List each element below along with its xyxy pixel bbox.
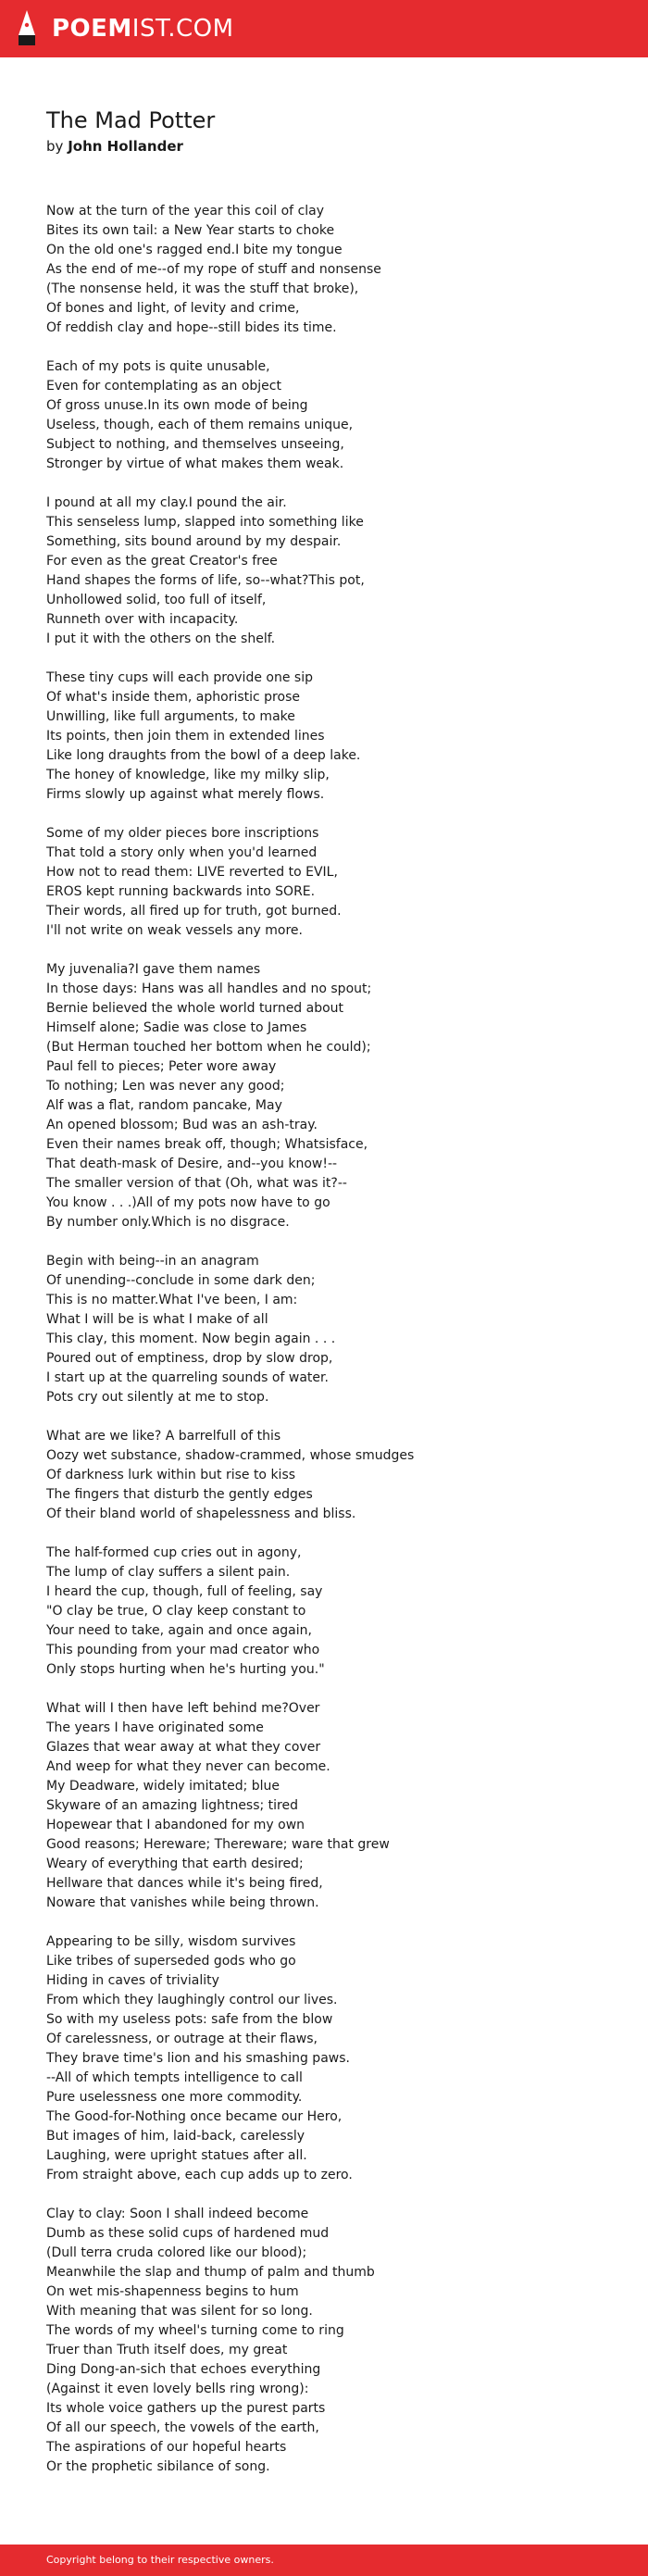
poem-line: In those days: Hans was all handles and no spout; xyxy=(46,982,372,996)
poem-line: Pure uselessness one more commodity. xyxy=(46,2090,303,2105)
poem-line: (But Herman touched her bottom when he could); xyxy=(46,1040,371,1055)
poem-line: Some of my older pieces bore inscriptions xyxy=(46,826,319,841)
poem-stanza xyxy=(46,1544,620,1680)
poem-line: Of gross unuse.In its own mode of being xyxy=(46,398,308,413)
poem-line: Good reasons; Hereware; Thereware; ware that grew xyxy=(46,1837,390,1852)
poem-line: Even their names break off, though; Whatsisface, xyxy=(46,1137,368,1152)
poem-line: But images of him, laid-back, carelessly xyxy=(46,2129,305,2144)
poem-line: Bernie believed the whole world turned about xyxy=(46,1001,344,1016)
poem-line: And weep for what they never can become. xyxy=(46,1759,330,1774)
poem-line: Alf was a flat, random pancake, May xyxy=(46,1098,282,1113)
author-name[interactable]: John Hollander xyxy=(68,138,183,155)
poem-line: That death-mask of Desire, and--you know!-- xyxy=(46,1157,338,1171)
poem-line: Of carelessness, or outrage at their flaws, xyxy=(46,2032,318,2046)
poem-line: Even for contemplating as an object xyxy=(46,379,281,394)
poem-line: An opened blossom; Bud was an ash-tray. xyxy=(46,1118,318,1132)
poem-line: As the end of me--of my rope of stuff and nonsense xyxy=(46,262,381,277)
poem-line: How not to read them: LIVE reverted to EVIL, xyxy=(46,865,338,880)
poem-line: Meanwhile the slap and thump of palm and thumb xyxy=(46,2265,375,2280)
poem-line: This clay, this moment. Now begin again . . . xyxy=(46,1332,336,1346)
by-label: by xyxy=(46,138,64,155)
poem-line: I pound at all my clay.I pound the air. xyxy=(46,495,287,510)
poem-line: My juvenalia?I gave them names xyxy=(46,962,261,977)
poem-line: Skyware of an amazing lightness; tired xyxy=(46,1798,299,1813)
poem-line: The words of my wheel's turning come to ring xyxy=(46,2323,344,2338)
poem-line: My Deadware, widely imitated; blue xyxy=(46,1779,280,1794)
poem-line: Oozy wet substance, shadow-crammed, whose smudges xyxy=(46,1448,415,1463)
poem-line: The fingers that disturb the gently edges xyxy=(46,1487,313,1502)
poem-line: EROS kept running backwards into SORE. xyxy=(46,884,316,899)
poem-line: Hand shapes the forms of life, so--what?This pot, xyxy=(46,573,365,588)
poem-line: Its whole voice gathers up the purest parts xyxy=(46,2401,326,2416)
poem-stanza xyxy=(46,1252,620,1407)
poem-line: So with my useless pots: safe from the blow xyxy=(46,2012,333,2027)
poem-line: Runneth over with incapacity. xyxy=(46,612,239,627)
poem-stanza xyxy=(46,1427,620,1524)
poem-line: Unhollowed solid, too full of itself, xyxy=(46,593,267,607)
poem-line: Something, sits bound around by my despair. xyxy=(46,534,342,549)
poem-line: For even as the great Creator's free xyxy=(46,554,278,569)
poem-line: Like long draughts from the bowl of a deep lake. xyxy=(46,748,361,763)
site-footer xyxy=(0,2545,648,2576)
poem-line: Pots cry out silently at me to stop. xyxy=(46,1390,269,1405)
poem-line: The years I have originated some xyxy=(46,1720,264,1735)
poem-line: On the old one's ragged end.I bite my tongue xyxy=(46,243,343,257)
poem-title: The Mad Potter xyxy=(46,107,216,133)
poem-line: Truer than Truth itself does, my great xyxy=(46,2343,288,2357)
logo-light-text: IST.COM xyxy=(131,15,234,43)
poem-line: By number only.Which is no disgrace. xyxy=(46,1215,290,1230)
site-logo[interactable] xyxy=(52,13,234,44)
poem-line: Glazes that wear away at what they cover xyxy=(46,1740,321,1755)
poem-body xyxy=(46,202,620,2496)
poem-line: Poured out of emptiness, drop by slow drop, xyxy=(46,1351,333,1366)
poem-line: These tiny cups will each provide one sip xyxy=(46,670,313,685)
poem-line: Only stops hurting when he's hurting you." xyxy=(46,1662,325,1677)
poem-line: (Against it even lovely bells ring wrong): xyxy=(46,2382,309,2396)
copyright-text: Copyright belong to their respective owners. xyxy=(46,2554,274,2566)
poem-line: Noware that vanishes while being thrown. xyxy=(46,1895,319,1910)
poem-line: I put it with the others on the shelf. xyxy=(46,631,276,646)
poem-line: Firms slowly up against what merely flows. xyxy=(46,787,325,802)
poem-line: From straight above, each cup adds up to zero. xyxy=(46,2168,353,2182)
poem-line: Hiding in caves of triviality xyxy=(46,1973,219,1988)
poem-line: You know . . .)All of my pots now have to go xyxy=(46,1195,330,1210)
poem-stanza xyxy=(46,960,620,1232)
poem-line: Like tribes of superseded gods who go xyxy=(46,1954,296,1969)
poem-line: Weary of everything that earth desired; xyxy=(46,1857,304,1871)
poem-line: Of all our speech, the vowels of the earth, xyxy=(46,2420,319,2435)
poem-line: This is no matter.What I've been, I am: xyxy=(46,1293,298,1307)
poem-line: They brave time's lion and his smashing paws. xyxy=(46,2051,350,2066)
poem-line: The honey of knowledge, like my milky slip, xyxy=(46,768,330,782)
poem-line: This pounding from your mad creator who xyxy=(46,1643,320,1657)
byline xyxy=(46,137,183,156)
poem-line: Dumb as these solid cups of hardened mud xyxy=(46,2226,330,2241)
poem-line: I'll not write on weak vessels any more. xyxy=(46,923,303,938)
poem-line: The lump of clay suffers a silent pain. xyxy=(46,1565,291,1580)
pen-nib-logo-icon[interactable] xyxy=(17,9,37,46)
poem-line: Your need to take, again and once again, xyxy=(46,1623,312,1638)
poem-line: Bites its own tail: a New Year starts to choke xyxy=(46,223,335,238)
logo-bold-text: POEM xyxy=(52,15,132,43)
poem-line: On wet mis-shapenness begins to hum xyxy=(46,2284,299,2299)
poem-line: Paul fell to pieces; Peter wore away xyxy=(46,1059,277,1074)
poem-stanza xyxy=(46,824,620,941)
poem-line: Appearing to be silly, wisdom survives xyxy=(46,1934,296,1949)
poem-stanza xyxy=(46,2205,620,2477)
poem-stanza xyxy=(46,669,620,805)
poem-line: Of bones and light, of levity and crime, xyxy=(46,301,300,316)
poem-line: What I will be is what I make of all xyxy=(46,1312,268,1327)
poem-line: (Dull terra cruda colored like our blood); xyxy=(46,2245,307,2260)
poem-line: Ding Dong-an-sich that echoes everything xyxy=(46,2362,321,2377)
poem-line: Laughing, were upright statues after all. xyxy=(46,2148,307,2163)
poem-line: To nothing; Len was never any good; xyxy=(46,1079,285,1094)
poem-line: What will I then have left behind me?Over xyxy=(46,1701,320,1716)
poem-stanza xyxy=(46,202,620,338)
poem-line: The aspirations of our hopeful hearts xyxy=(46,2440,287,2455)
poem-line: Of their bland world of shapelessness and bliss. xyxy=(46,1507,356,1521)
poem-line: I heard the cup, though, full of feeling, say xyxy=(46,1584,323,1599)
poem-line: This senseless lump, slapped into something like xyxy=(46,515,364,530)
poem-line: Useless, though, each of them remains unique, xyxy=(46,418,354,432)
poem-line: Of unending--conclude in some dark den; xyxy=(46,1273,316,1288)
poem-line: Stronger by virtue of what makes them weak. xyxy=(46,456,344,471)
poem-line: --All of which tempts intelligence to call xyxy=(46,2070,303,2085)
poem-line: Each of my pots is quite unusable, xyxy=(46,359,270,374)
poem-line: The half-formed cup cries out in agony, xyxy=(46,1545,302,1560)
poem-line: Unwilling, like full arguments, to make xyxy=(46,709,295,724)
poem-stanza xyxy=(46,1932,620,2185)
poem-line: Himself alone; Sadie was close to James xyxy=(46,1020,307,1035)
poem-line: The Good-for-Nothing once became our Hero, xyxy=(46,2109,343,2124)
poem-line: Or the prophetic sibilance of song. xyxy=(46,2459,270,2474)
poem-line: The smaller version of that (Oh, what was it?-- xyxy=(46,1176,347,1191)
poem-line: Of what's inside them, aphoristic prose xyxy=(46,690,300,705)
poem-stanza xyxy=(46,357,620,474)
poem-line: "O clay be true, O clay keep constant to xyxy=(46,1604,306,1619)
poem-line: Their words, all fired up for truth, got burned. xyxy=(46,904,342,919)
poem-stanza xyxy=(46,1699,620,1913)
poem-line: With meaning that was silent for so long. xyxy=(46,2304,313,2319)
poem-line: What are we like? A barrelfull of this xyxy=(46,1429,281,1444)
poem-line: Its points, then join them in extended lines xyxy=(46,729,325,744)
poem-line: Now at the turn of the year this coil of clay xyxy=(46,204,325,219)
poem-line: Hopewear that I abandoned for my own xyxy=(46,1818,305,1832)
poem-line: Clay to clay: Soon I shall indeed become xyxy=(46,2207,309,2221)
poem-line: From which they laughingly control our lives. xyxy=(46,1993,338,2007)
poem-stanza xyxy=(46,494,620,649)
poem-line: I start up at the quarreling sounds of water. xyxy=(46,1370,329,1385)
poem-line: Begin with being--in an anagram xyxy=(46,1254,259,1269)
poem-line: Of darkness lurk within but rise to kiss xyxy=(46,1468,296,1482)
poem-line: Hellware that dances while it's being fired, xyxy=(46,1876,323,1891)
poem-line: Of reddish clay and hope--still bides its time. xyxy=(46,320,337,335)
poem-line: Subject to nothing, and themselves unseeing, xyxy=(46,437,344,452)
poem-line: That told a story only when you'd learned xyxy=(46,845,318,860)
site-header xyxy=(0,0,648,57)
poem-line: (The nonsense held, it was the stuff that broke), xyxy=(46,281,359,296)
